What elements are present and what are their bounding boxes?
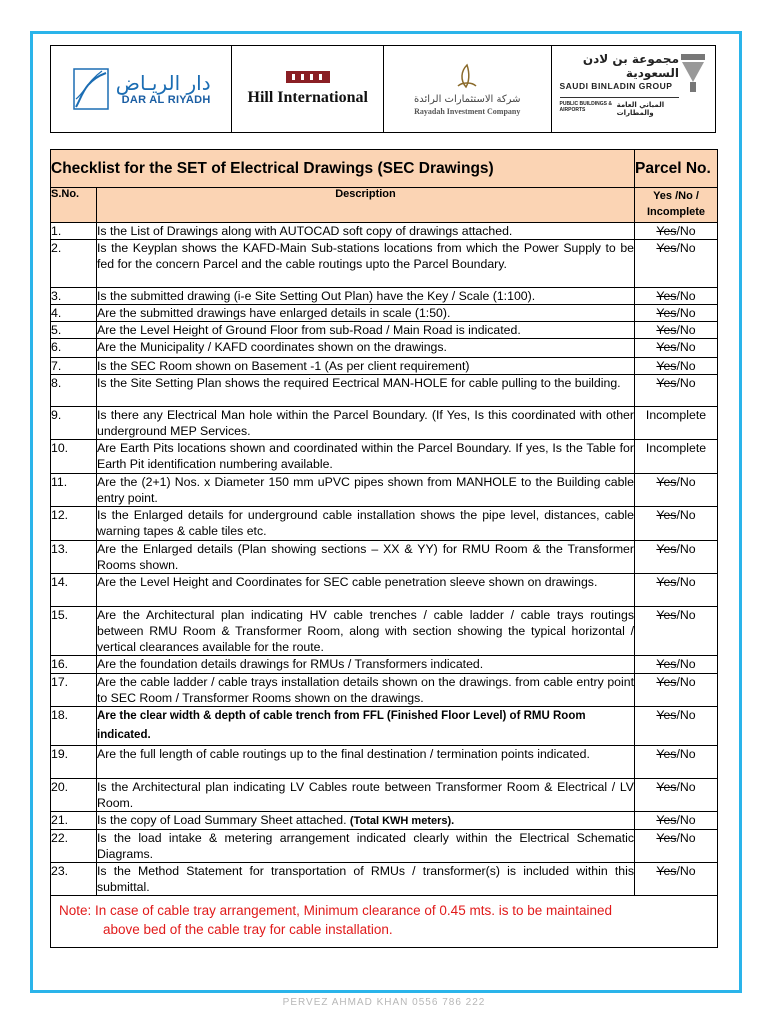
rayadah-arabic: شركة الاستثمارات الرائدة <box>413 94 521 105</box>
answer-yes-struck: Yes <box>656 813 677 827</box>
dar-al-riyadh-arabic: دار الريـاض <box>115 71 211 95</box>
row-number: 7. <box>51 358 97 375</box>
answer-yes-struck: Yes <box>656 708 677 722</box>
answer-value: Incomplete <box>645 441 707 455</box>
binladin-arabic: مجموعة بن لادن السعودية <box>582 52 679 80</box>
answer-yes-struck: Yes <box>656 780 677 794</box>
table-row <box>51 358 718 375</box>
checklist-title: Checklist for the SET of Electrical Drawings (SEC Drawings) <box>51 150 635 188</box>
binladin-division-english: PUBLIC BUILDINGS & AIRPORTS <box>559 101 612 113</box>
dar-al-riyadh-logo <box>51 46 232 132</box>
row-answer <box>635 305 718 322</box>
table-row <box>51 288 718 305</box>
row-number: 3. <box>51 288 97 305</box>
row-description <box>97 812 635 830</box>
row-description <box>97 746 635 779</box>
row-number: 6. <box>51 339 97 358</box>
answer-value: Incomplete <box>645 408 707 422</box>
answer-value: /No <box>676 831 696 845</box>
row-answer <box>635 223 718 240</box>
binladin-english: SAUDI BINLADIN GROUP <box>559 81 673 91</box>
row-number: 20. <box>51 779 97 812</box>
row-description-text: Are the Level Height and Coordinates for SEC cable penetration sleeve shown on drawings. <box>97 575 598 589</box>
row-answer <box>635 474 718 507</box>
answer-yes-struck: Yes <box>656 608 677 622</box>
row-description-text: Are the submitted drawings have enlarged details in scale (1:50). <box>97 306 451 320</box>
note-cell <box>51 896 718 948</box>
table-row <box>51 707 718 746</box>
table-row <box>51 830 718 863</box>
row-description-text: Is the List of Drawings along with AUTOCAD soft copy of drawings attached. <box>97 224 513 238</box>
row-number: 4. <box>51 305 97 322</box>
col-header-description: Description <box>97 188 635 223</box>
answer-yes-struck: Yes <box>656 289 677 303</box>
footer-contact: PERVEZ AHMAD KHAN 0556 786 222 <box>282 997 486 1008</box>
answer-value: /No <box>676 864 696 878</box>
answer-yes-struck: Yes <box>656 575 677 589</box>
answer-yes-struck: Yes <box>656 306 677 320</box>
answer-yes-struck: Yes <box>656 864 677 878</box>
row-number: 18. <box>51 707 97 746</box>
row-description-text: Are the Enlarged details (Plan showing sections – XX & YY) for RMU Room & the Transformer Rooms shown. <box>97 542 634 572</box>
row-description <box>97 541 635 574</box>
row-description <box>97 223 635 240</box>
row-answer <box>635 779 718 812</box>
answer-yes-struck: Yes <box>656 224 677 238</box>
answer-value: /No <box>676 708 696 722</box>
answer-value: /No <box>676 224 696 238</box>
answer-value: /No <box>676 780 696 794</box>
row-description-text: Are the clear width & depth of cable trench from FFL (Finished Floor Level) of RMU Room indicated. <box>97 710 586 741</box>
answer-value: /No <box>676 608 696 622</box>
row-description-text: Are the foundation details drawings for RMUs / Transformers indicated. <box>97 657 484 671</box>
table-row <box>51 407 718 440</box>
row-description-text: Are the Architectural plan indicating HV cable trenches / cable ladder / cable trays routings between RMU Room & Transformer Room, along with section showing the typical horizontal / vertical clearances available for the route. <box>97 608 634 654</box>
row-description <box>97 375 635 407</box>
row-number: 17. <box>51 674 97 707</box>
table-row <box>51 656 718 674</box>
row-number: 21. <box>51 812 97 830</box>
row-number: 23. <box>51 863 97 896</box>
row-number: 2. <box>51 240 97 288</box>
answer-yes-struck: Yes <box>656 340 677 354</box>
col-header-answer <box>635 188 718 223</box>
answer-value: /No <box>676 575 696 589</box>
row-number: 15. <box>51 607 97 656</box>
answer-value: /No <box>676 813 696 827</box>
answer-value: /No <box>676 241 696 255</box>
row-description-extra: (Total KWH meters). <box>349 815 455 827</box>
row-description-text: Is the Site Setting Plan shows the required Eectrical MAN-HOLE for cable pulling to the building. <box>97 376 621 390</box>
row-answer <box>635 440 718 474</box>
row-answer <box>635 358 718 375</box>
row-description <box>97 474 635 507</box>
table-row <box>51 507 718 541</box>
answer-value: /No <box>676 289 696 303</box>
row-description-text: Is the Enlarged details for underground cable installation shows the pipe level, distances, cable warning tapes & cable tiles etc. <box>97 508 634 538</box>
answer-yes-struck: Yes <box>656 376 677 390</box>
answer-value: /No <box>676 747 696 761</box>
col-header-answer-line1: Yes /No / <box>653 190 699 202</box>
row-answer <box>635 863 718 896</box>
note-line-2: above bed of the cable tray for cable installation. <box>103 922 393 937</box>
answer-value: /No <box>676 359 696 373</box>
answer-yes-struck: Yes <box>656 323 677 337</box>
rayadah-english: Rayadah Investment Company <box>414 107 521 116</box>
row-description <box>97 656 635 674</box>
answer-yes-struck: Yes <box>656 508 677 522</box>
row-description <box>97 322 635 339</box>
table-row <box>51 305 718 322</box>
title-row <box>51 150 718 188</box>
row-number: 9. <box>51 407 97 440</box>
row-number: 12. <box>51 507 97 541</box>
table-row <box>51 746 718 779</box>
row-description <box>97 358 635 375</box>
hill-international-logo <box>232 46 384 132</box>
note-line-1: Note: In case of cable tray arrangement, Minimum clearance of 0.45 mts. is to be maintained <box>59 903 613 918</box>
answer-value: /No <box>676 542 696 556</box>
answer-value: /No <box>676 306 696 320</box>
row-description-text: Are the Level Height of Ground Floor from sub-Road / Main Road is indicated. <box>97 323 521 337</box>
row-description <box>97 407 635 440</box>
row-description-text: Is there any Electrical Man hole within the Parcel Boundary. (If Yes, Is this coordinated with other underground MEP Services. <box>97 408 634 438</box>
row-number: 14. <box>51 574 97 607</box>
col-header-sno: S.No. <box>51 188 97 223</box>
row-answer <box>635 288 718 305</box>
row-description <box>97 288 635 305</box>
answer-yes-struck: Yes <box>656 675 677 689</box>
row-description-text: Are Earth Pits locations shown and coordinated within the Parcel Boundary. If yes, Is the Table for Earth Pit identification numbering available. <box>97 441 634 471</box>
table-row <box>51 322 718 339</box>
col-header-answer-line2: Incomplete <box>646 206 706 218</box>
answer-yes-struck: Yes <box>656 475 677 489</box>
table-row <box>51 779 718 812</box>
row-description <box>97 863 635 896</box>
row-answer <box>635 656 718 674</box>
answer-yes-struck: Yes <box>656 542 677 556</box>
table-row <box>51 863 718 896</box>
table-row <box>51 812 718 830</box>
answer-value: /No <box>676 657 696 671</box>
row-answer <box>635 707 718 746</box>
row-description-text: Is the SEC Room shown on Basement -1 (As per client requirement) <box>97 359 470 373</box>
row-answer <box>635 541 718 574</box>
table-row <box>51 474 718 507</box>
row-description-text: Is the submitted drawing (i-e Site Setting Out Plan) have the Key / Scale (1:100). <box>97 289 536 303</box>
row-answer <box>635 607 718 656</box>
answer-yes-struck: Yes <box>656 657 677 671</box>
row-description-text: Is the copy of Load Summary Sheet attached. <box>97 813 347 827</box>
row-answer <box>635 812 718 830</box>
dar-al-riyadh-emblem-icon <box>72 67 110 111</box>
table-row <box>51 674 718 707</box>
hill-international-name: Hill International <box>247 89 368 106</box>
table-row <box>51 223 718 240</box>
binladin-emblem-icon <box>679 52 707 96</box>
row-description-text: Is the load intake & metering arrangement indicated clearly within the Electrical Schematic Diagrams. <box>97 831 634 861</box>
row-description <box>97 779 635 812</box>
header-row <box>51 188 718 223</box>
rayadah-logo <box>384 46 552 132</box>
row-description <box>97 830 635 863</box>
row-answer <box>635 830 718 863</box>
row-description <box>97 339 635 358</box>
checklist-table <box>50 149 718 948</box>
row-answer <box>635 322 718 339</box>
table-row <box>51 607 718 656</box>
answer-yes-struck: Yes <box>656 747 677 761</box>
row-description-text: Are the (2+1) Nos. x Diameter 150 mm uPVC pipes shown from MANHOLE to the Building cable entry point. <box>97 475 634 505</box>
row-answer <box>635 375 718 407</box>
row-answer <box>635 339 718 358</box>
row-number: 8. <box>51 375 97 407</box>
parcel-no-label: Parcel No. <box>635 150 718 188</box>
row-description <box>97 574 635 607</box>
dar-al-riyadh-english: DAR AL RIYADH <box>121 94 211 106</box>
table-row <box>51 240 718 288</box>
answer-value: /No <box>676 475 696 489</box>
answer-value: /No <box>676 340 696 354</box>
answer-value: /No <box>676 376 696 390</box>
table-row <box>51 541 718 574</box>
row-number: 1. <box>51 223 97 240</box>
row-description <box>97 240 635 288</box>
row-description <box>97 440 635 474</box>
row-description <box>97 305 635 322</box>
row-description <box>97 607 635 656</box>
row-number: 5. <box>51 322 97 339</box>
row-answer <box>635 574 718 607</box>
answer-yes-struck: Yes <box>656 241 677 255</box>
table-row <box>51 339 718 358</box>
row-description-text: Are the cable ladder / cable trays installation details shown on the drawings. from cable entry point to SEC Room / Transformer Rooms shown on the drawings. <box>97 675 634 705</box>
table-row <box>51 440 718 474</box>
row-answer <box>635 507 718 541</box>
answer-value: /No <box>676 508 696 522</box>
row-number: 16. <box>51 656 97 674</box>
logo-strip <box>50 45 716 133</box>
row-description-text: Are the full length of cable routings up to the final destination / termination points indicated. <box>97 747 590 761</box>
row-description <box>97 707 635 746</box>
row-number: 13. <box>51 541 97 574</box>
row-answer <box>635 674 718 707</box>
saudi-binladin-logo <box>552 46 716 132</box>
answer-yes-struck: Yes <box>656 359 677 373</box>
row-number: 11. <box>51 474 97 507</box>
row-description <box>97 674 635 707</box>
row-description-text: Is the Method Statement for transportation of RMUs / transformer(s) is included within this submittal. <box>97 864 634 894</box>
row-number: 10. <box>51 440 97 474</box>
row-number: 19. <box>51 746 97 779</box>
answer-value: /No <box>676 675 696 689</box>
hill-mark-icon <box>286 71 330 83</box>
row-description-text: Is the Keyplan shows the KAFD-Main Sub-stations locations from which the Power Supply to be fed for the concern Parcel and the cable routings upto the Parcel Boundary. <box>97 241 634 271</box>
rayadah-emblem-icon <box>452 62 482 92</box>
row-description <box>97 507 635 541</box>
note-row <box>51 896 718 948</box>
row-answer <box>635 240 718 288</box>
answer-value: /No <box>676 323 696 337</box>
row-number: 22. <box>51 830 97 863</box>
row-description-text: Are the Municipality / KAFD coordinates shown on the drawings. <box>97 340 447 354</box>
row-answer <box>635 746 718 779</box>
binladin-division-arabic: المباني العامة والمطارات <box>616 101 665 117</box>
answer-yes-struck: Yes <box>656 831 677 845</box>
row-answer <box>635 407 718 440</box>
table-row <box>51 574 718 607</box>
row-description-text: Is the Architectural plan indicating LV Cables route between Transformer Room & Electrical / LV Room. <box>97 780 634 810</box>
table-row <box>51 375 718 407</box>
